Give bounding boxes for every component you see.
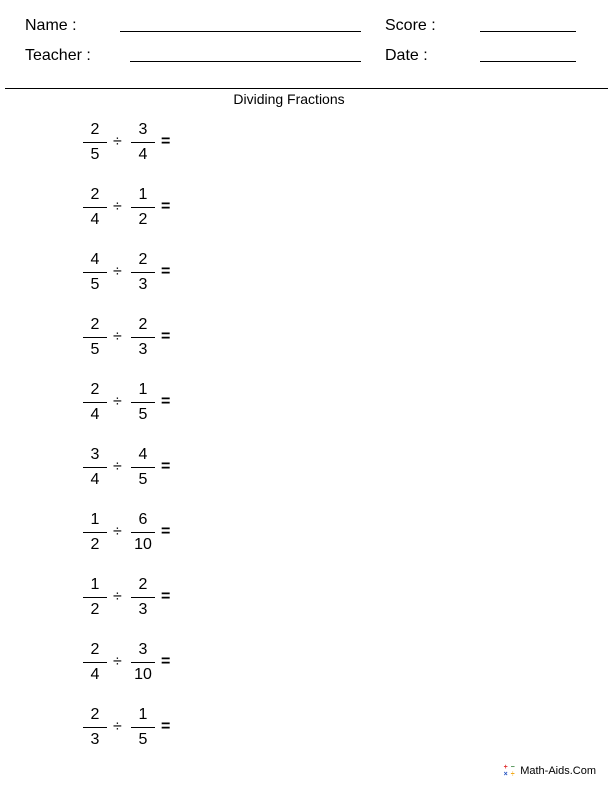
fraction-dividend xyxy=(83,185,107,230)
numerator: 2 xyxy=(90,121,100,138)
fraction-bar xyxy=(131,532,155,533)
denominator: 4 xyxy=(90,211,100,228)
teacher-field[interactable] xyxy=(130,61,361,62)
numerator: 4 xyxy=(90,251,100,268)
numerator: 1 xyxy=(138,706,148,723)
numerator: 2 xyxy=(90,381,100,398)
denominator: 10 xyxy=(134,536,152,553)
numerator: 1 xyxy=(90,576,100,593)
equals-sign: = xyxy=(161,393,171,410)
name-field[interactable] xyxy=(120,31,361,32)
numerator: 2 xyxy=(90,641,100,658)
footer-brand xyxy=(502,764,596,778)
numerator: 3 xyxy=(138,121,148,138)
teacher-label: Teacher : xyxy=(25,47,91,64)
fraction-dividend xyxy=(83,380,107,425)
problem-row xyxy=(0,185,260,233)
divide-sign: ÷ xyxy=(113,133,122,150)
problem-row xyxy=(0,445,260,493)
denominator: 4 xyxy=(138,146,148,163)
fraction-dividend xyxy=(83,120,107,165)
fraction-bar xyxy=(131,142,155,143)
divide-sign: ÷ xyxy=(113,653,122,670)
fraction-bar xyxy=(83,337,107,338)
problem-row xyxy=(0,705,260,753)
fraction-dividend xyxy=(83,250,107,295)
brand-text: Math-Aids.Com xyxy=(520,765,596,777)
denominator: 2 xyxy=(138,211,148,228)
header-divider xyxy=(5,88,608,89)
denominator: 5 xyxy=(90,341,100,358)
numerator: 1 xyxy=(138,381,148,398)
fraction-bar xyxy=(83,402,107,403)
logo-glyph: × xyxy=(503,771,508,778)
fraction-bar xyxy=(131,207,155,208)
fraction-dividend xyxy=(83,575,107,620)
numerator: 3 xyxy=(138,641,148,658)
denominator: 3 xyxy=(90,731,100,748)
divide-sign: ÷ xyxy=(113,588,122,605)
denominator: 3 xyxy=(138,276,148,293)
name-label: Name : xyxy=(25,17,77,34)
equals-sign: = xyxy=(161,718,171,735)
fraction-bar xyxy=(131,272,155,273)
equals-sign: = xyxy=(161,458,171,475)
numerator: 1 xyxy=(138,186,148,203)
problem-row xyxy=(0,120,260,168)
problem-row xyxy=(0,250,260,298)
denominator: 5 xyxy=(138,406,148,423)
equals-sign: = xyxy=(161,653,171,670)
fraction-bar xyxy=(131,727,155,728)
numerator: 1 xyxy=(90,511,100,528)
fraction-bar xyxy=(131,402,155,403)
denominator: 3 xyxy=(138,341,148,358)
fraction-divisor xyxy=(131,575,155,620)
fraction-bar xyxy=(83,467,107,468)
equals-sign: = xyxy=(161,328,171,345)
numerator: 6 xyxy=(138,511,148,528)
fraction-bar xyxy=(131,597,155,598)
fraction-bar xyxy=(131,337,155,338)
numerator: 2 xyxy=(90,186,100,203)
fraction-divisor xyxy=(131,120,155,165)
divide-sign: ÷ xyxy=(113,523,122,540)
fraction-divisor xyxy=(131,510,155,555)
equals-sign: = xyxy=(161,588,171,605)
score-label: Score : xyxy=(385,17,436,34)
fraction-bar xyxy=(83,662,107,663)
math-operators-icon xyxy=(502,764,516,778)
denominator: 10 xyxy=(134,666,152,683)
numerator: 2 xyxy=(90,706,100,723)
denominator: 4 xyxy=(90,666,100,683)
equals-sign: = xyxy=(161,263,171,280)
denominator: 5 xyxy=(138,731,148,748)
fraction-dividend xyxy=(83,315,107,360)
logo-glyph: − xyxy=(510,764,515,771)
fraction-bar xyxy=(83,597,107,598)
divide-sign: ÷ xyxy=(113,198,122,215)
divide-sign: ÷ xyxy=(113,263,122,280)
divide-sign: ÷ xyxy=(113,718,122,735)
denominator: 2 xyxy=(90,536,100,553)
fraction-dividend xyxy=(83,510,107,555)
worksheet-title: Dividing Fractions xyxy=(233,91,345,107)
denominator: 2 xyxy=(90,601,100,618)
fraction-divisor xyxy=(131,380,155,425)
equals-sign: = xyxy=(161,133,171,150)
numerator: 2 xyxy=(138,576,148,593)
logo-glyph: + xyxy=(503,764,508,771)
divide-sign: ÷ xyxy=(113,458,122,475)
fraction-bar xyxy=(131,467,155,468)
problem-row xyxy=(0,510,260,558)
problem-row xyxy=(0,640,260,688)
fraction-bar xyxy=(83,272,107,273)
fraction-dividend xyxy=(83,445,107,490)
logo-glyph: ÷ xyxy=(510,771,515,778)
denominator: 4 xyxy=(90,471,100,488)
equals-sign: = xyxy=(161,523,171,540)
fraction-dividend xyxy=(83,705,107,750)
denominator: 5 xyxy=(90,146,100,163)
denominator: 3 xyxy=(138,601,148,618)
fraction-dividend xyxy=(83,640,107,685)
score-field[interactable] xyxy=(480,31,576,32)
fraction-bar xyxy=(131,662,155,663)
divide-sign: ÷ xyxy=(113,393,122,410)
numerator: 2 xyxy=(90,316,100,333)
denominator: 4 xyxy=(90,406,100,423)
fraction-divisor xyxy=(131,445,155,490)
fraction-divisor xyxy=(131,705,155,750)
denominator: 5 xyxy=(138,471,148,488)
date-label: Date : xyxy=(385,47,428,64)
divide-sign: ÷ xyxy=(113,328,122,345)
numerator: 3 xyxy=(90,446,100,463)
numerator: 2 xyxy=(138,251,148,268)
fraction-bar xyxy=(83,532,107,533)
problem-row xyxy=(0,380,260,428)
equals-sign: = xyxy=(161,198,171,215)
fraction-bar xyxy=(83,142,107,143)
fraction-divisor xyxy=(131,640,155,685)
problem-row xyxy=(0,575,260,623)
fraction-bar xyxy=(83,207,107,208)
denominator: 5 xyxy=(90,276,100,293)
problem-row xyxy=(0,315,260,363)
fraction-divisor xyxy=(131,185,155,230)
fraction-divisor xyxy=(131,250,155,295)
numerator: 2 xyxy=(138,316,148,333)
fraction-divisor xyxy=(131,315,155,360)
fraction-bar xyxy=(83,727,107,728)
date-field[interactable] xyxy=(480,61,576,62)
numerator: 4 xyxy=(138,446,148,463)
